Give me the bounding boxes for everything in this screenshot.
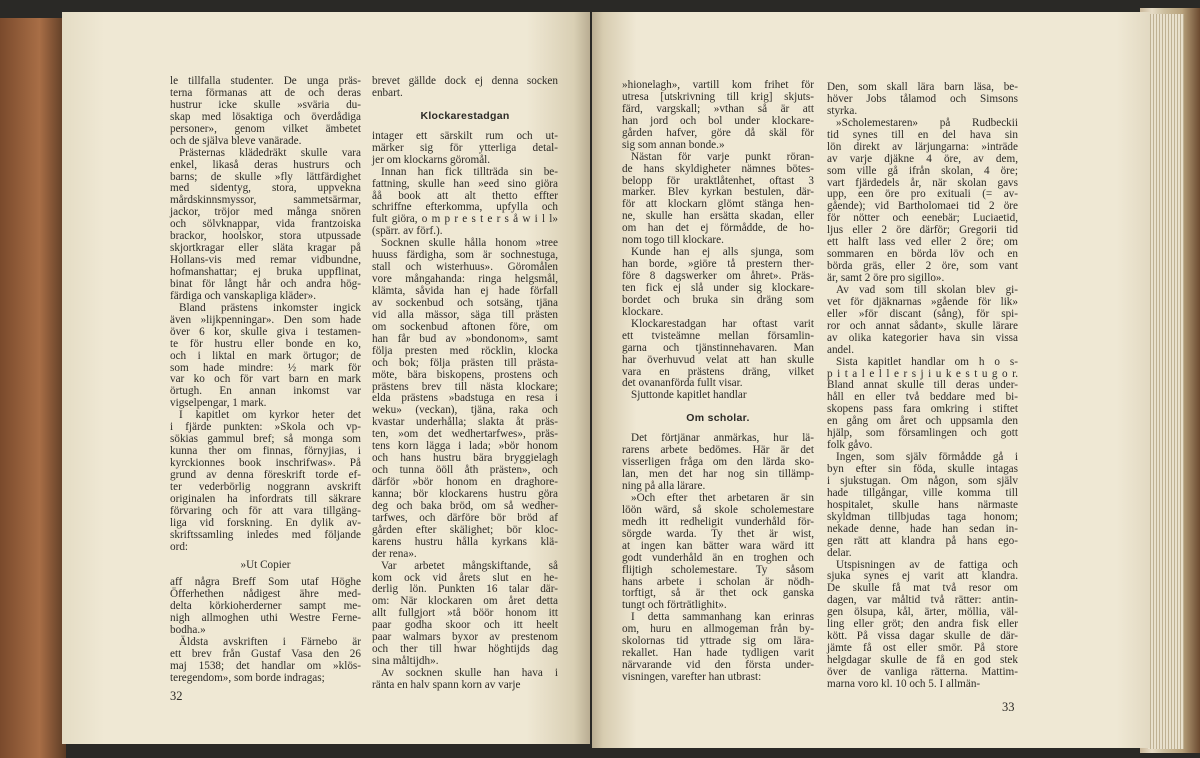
paragraph <box>827 118 1018 285</box>
page-number-left: 32 <box>170 689 183 703</box>
section-heading: Om scholar. <box>686 412 750 425</box>
text-line: nigh allmoghen uthi Westre Ferne- <box>170 612 361 625</box>
text-line: le tillfalla studenter. De unga präs- <box>170 75 361 87</box>
text-line: binat för långt hår och andra hög- <box>170 277 361 290</box>
text-line: »Scholemestaren» på Rudbeckii <box>836 116 1018 129</box>
text-line: belopp för uraktlåtenhet, oftast 3 <box>622 174 814 187</box>
text-line: hjälp, som församlingen och gott <box>827 427 1018 440</box>
text-line: vart fjärdedels år, när skolan gavs <box>827 176 1018 189</box>
paragraph <box>372 167 558 239</box>
text-line: »Och efter thet arbetaren är sin <box>631 491 814 504</box>
text-line: färdiga och vanskapliga kläder». <box>170 289 317 302</box>
text-line: godt vunderhåld än en troghen och <box>622 551 814 564</box>
text-line: styrka. <box>827 104 858 117</box>
text-line: gården efter skälighet; bör kloc- <box>372 523 558 536</box>
text-line: och ther till hwar höghtijds dag <box>372 643 558 656</box>
text-line: om han det ej förmådde, de ho- <box>622 222 814 235</box>
paragraph <box>827 452 1018 559</box>
text-line: visserligen fråga om den lärda sko- <box>622 456 814 469</box>
text-line: tid synes till en del hava sin <box>827 128 1018 141</box>
text-line: bordet och bruka sin dräng som <box>622 293 814 306</box>
text-line: huuss färdigha, som är sochnestuga, <box>372 249 558 262</box>
text-line: Öfferhethen nådigest ähre med- <box>170 588 361 601</box>
text-line: har överhuvud velat att han skulle <box>622 353 814 366</box>
text-line: även »lijkpenningar». Den som hade <box>170 313 361 326</box>
text-line: I detta sammanhang kan erinras <box>631 611 814 624</box>
left-page-column-2 <box>372 76 558 692</box>
text-line: marker. Blev kyrkan bestulen, där- <box>622 186 814 199</box>
text-line: för att klockarn glömt stänga hen- <box>622 198 814 211</box>
text-line: ten, »om det wedhertarfwes», präs- <box>372 428 558 441</box>
text-line: fult giöra, o m p r e s t e r s å w i l l» <box>372 213 558 226</box>
text-line: Klockarestadgan har oftast varit <box>631 317 814 330</box>
paragraph <box>622 390 814 402</box>
text-line: dagen, var måltid två rätter: antin- <box>827 594 1018 607</box>
paragraph <box>372 561 558 668</box>
text-line: skopens pass fara omkring i stiftet <box>827 403 1018 416</box>
text-line: terna förmanas att de och deras <box>170 86 361 99</box>
text-line: rekallet. Han hade tydligen varit <box>622 647 814 660</box>
text-line: folk gåvo. <box>827 439 873 452</box>
text-line: liga vid forskning. En dylik av- <box>170 516 361 529</box>
text-line: schriffne efterkomma, upfylla och <box>372 201 558 214</box>
paragraph <box>372 76 558 100</box>
text-line: garna och tjänstinnehavaren. Man <box>622 341 814 354</box>
text-line: kvastar underhålla; slakta åt präs- <box>372 416 558 429</box>
text-line: enkel, likaså deras hustrurs och <box>170 158 361 171</box>
text-line: sig som annan bonde.» <box>622 138 725 151</box>
text-line: skolornas tid yttrade sig om lära- <box>622 635 814 648</box>
text-line: om, huru en allmogeman från by- <box>622 623 814 636</box>
text-line: över 6 kor, skulle giva i testamen- <box>170 325 361 338</box>
text-line: Bland prästens inkomster ingick <box>179 301 361 314</box>
text-line: skap med lösaktiga och överdådiga <box>170 110 361 123</box>
text-line: helgdagar skulle de få en god stek <box>827 654 1018 666</box>
text-line: Hollans-vis med remar vidbundne, <box>170 254 361 267</box>
text-line: Ingen, som själv förmådde gå i <box>836 451 1018 464</box>
text-line: gen ölsupa, kål, ärter, möllia, väl- <box>827 606 1018 619</box>
paragraph <box>827 82 1018 118</box>
text-line: en gång om året och uppsamla den <box>827 415 1018 428</box>
text-line: Innan han fick tillträda sin be- <box>381 165 558 178</box>
text-line: hade tillgångar, ville komma till <box>827 486 1018 499</box>
paragraph <box>170 148 361 303</box>
text-line: visningen, varefter han utbrast: <box>622 671 762 684</box>
text-line: sommaren en börda löv och en <box>827 248 1018 261</box>
paragraph <box>170 303 361 410</box>
text-line: byn efter sin föda, skulle intagas <box>827 463 1018 475</box>
text-line: kyrckionnes book inschrifwas». På <box>170 457 361 469</box>
text-line: gården hafver, göre då skäl för <box>622 126 814 139</box>
text-line: delta körkioherderner sampt me- <box>170 600 361 613</box>
text-line: hofmanshattar; ej bruka uppflinat, <box>170 266 361 278</box>
text-line: (spärr. av förf.). <box>372 225 443 238</box>
text-line: allt fullgjort »tå böör honom itt <box>372 607 558 620</box>
text-line: Prästernas klädedräkt skulle vara <box>179 146 361 159</box>
text-line: sjuka synes ej varit att klandra. <box>827 570 1018 583</box>
text-line: personer», genom vilket ämbetet <box>170 122 361 135</box>
text-line: kunna ther om finnas, förnyjias, i <box>170 445 361 458</box>
text-line: tarfwes, och därföre bör bröd af <box>372 511 558 524</box>
text-line: jer om klockarns göromål. <box>372 153 491 166</box>
text-line: sökias gammul bref; så monga som <box>170 433 361 446</box>
text-line: at ingen kan bätter wara wärd itt <box>622 539 814 552</box>
text-line: I kapitlet om kyrkor heter det <box>179 409 361 422</box>
text-line: och hans hustru bära bryggielagh <box>372 452 558 465</box>
text-line: paar walmars byxor av prestenom <box>372 631 558 644</box>
text-line: prästens brev till nästa klockare; <box>372 380 558 393</box>
text-line: och bok; följa prästen till prästa- <box>372 356 558 369</box>
text-line: vigselpengar, 1 mark. <box>170 397 267 410</box>
text-line: Av socknen skulle han hava i <box>381 667 558 680</box>
text-line: ett brev från Gustaf Vasa den 26 <box>170 648 361 661</box>
left-page-column-1 <box>170 76 361 685</box>
text-line: det ovananförda fullt visar. <box>622 377 743 390</box>
text-line: över de vanliga rätterna. Mattim- <box>827 665 1018 678</box>
text-line: Äldsta avskriften i Färnebo är <box>179 636 361 649</box>
text-line: Sista kapitlet handlar om h o s- <box>836 355 1018 368</box>
text-line: vara en prästens dräng, vilket <box>622 365 814 378</box>
text-line: lön direkt av lärjungarna: »inträde <box>827 140 1018 153</box>
text-line: utresa [utskrivning till krig] skjuts- <box>622 90 814 103</box>
text-line: mårdskinnsmyssor, sammetsärmar, <box>170 194 361 207</box>
paragraph <box>622 319 814 391</box>
text-line: ror och annat sådant», skulle lärare <box>827 319 1018 332</box>
paragraph <box>170 560 361 572</box>
text-line: klämta, såvida han ej hade förfall <box>372 285 558 298</box>
paragraph <box>372 131 558 167</box>
text-line: skjortkragar eller släta kragar på <box>170 242 361 255</box>
text-line: brackor, hoolskor, stora utpussade <box>170 230 361 243</box>
right-page-column-1 <box>622 80 814 684</box>
text-line: som hade mindre: ½ mark för <box>170 361 361 374</box>
text-line: och tunna ööll åth prästen», och <box>372 464 558 477</box>
text-line: torftigt, så är thet ock ganska <box>622 587 814 600</box>
text-line: kött. På vissa dagar skulle de där- <box>827 630 1018 643</box>
text-line: stall och wisterhuus». Göromålen <box>372 261 558 274</box>
text-line: enbart. <box>372 86 403 99</box>
text-line: han borde, »giöre tå prestern ther- <box>622 258 814 271</box>
text-line: ter vederbörlig noggrann avskrift <box>170 480 361 493</box>
text-line: ne, skulle han ersätta skadan, eller <box>622 210 814 223</box>
text-line: ten fick ej slå under sig klockare- <box>622 281 814 294</box>
text-line: för nötter och eenebär; Luciaetid, <box>827 212 1018 225</box>
text-line: Kunde han ej alls sjunga, som <box>631 246 814 259</box>
text-line: och de själva bleve vanärade. <box>170 134 302 147</box>
text-line: grund av denna föreskrift torde ef- <box>170 468 361 481</box>
text-line: ling eller gröt; den andra fisk eller <box>827 618 1018 631</box>
text-line: derlig lön. Punkten 16 talar där- <box>372 583 558 596</box>
text-line: skyldman tillbjudas taga honom; <box>827 510 1018 523</box>
text-line: märker sig för ytterliga detal- <box>372 141 558 154</box>
text-line: weku» (veckan), tjäna, raka och <box>372 404 558 417</box>
text-line: och i liktal en mark örtugor; de <box>170 349 361 362</box>
right-page-column-2 <box>827 82 1018 691</box>
text-line: nom togo till klockare. <box>622 234 724 247</box>
paragraph <box>827 285 1018 357</box>
paragraph <box>622 493 814 612</box>
text-line: ning på alla lärare. <box>622 480 706 493</box>
text-line: vet för djäknarnas »gående för lik» <box>827 295 1018 308</box>
text-line: eller »för discant (sång), för spi- <box>827 307 1018 320</box>
text-line: ränta en halv spann korn av varje <box>372 678 521 691</box>
text-line: och sölvknappar, vida frantzoiska <box>170 218 361 231</box>
text-line: deg och baka bröd, om så wedher- <box>372 499 558 512</box>
text-line: av sockenbud och sotsäng, tjäna <box>372 296 558 309</box>
text-line: paar godha skoor och itt heelt <box>372 619 558 632</box>
page-number-right: 33 <box>1002 700 1015 714</box>
text-line: av olika kategorier hava sin vissa <box>827 331 1018 344</box>
paragraph <box>622 433 814 493</box>
text-line: »Ut Copier <box>240 558 291 571</box>
text-line: möte, bära biskopens, prostens och <box>372 368 558 381</box>
text-line: barns; de skulle »fly lättfärdighet <box>170 170 361 183</box>
paragraph <box>827 357 1018 453</box>
text-line: Utspisningen av de fattiga och <box>836 558 1018 571</box>
text-line: flijtigh scholemestare. Ty såsom <box>622 563 814 576</box>
text-line: klockare. <box>622 305 664 318</box>
text-line: håll en eller två beddare med bi- <box>827 391 1018 404</box>
text-line: hustrur icke skulle »sväria du- <box>170 98 361 111</box>
text-line: Sjuttonde kapitlet handlar <box>631 389 747 402</box>
book-cover-left <box>0 18 66 758</box>
text-line: aff några Breff Som utaf Höghe <box>170 576 361 589</box>
text-line: därför »bör honom en draghore- <box>372 476 558 489</box>
text-line: karens hustru hålla kyrkans klä- <box>372 535 558 548</box>
text-line: börda gräs, eller 2 öre, som vant <box>827 260 1018 273</box>
text-line: färd, vargskall; »vthan så är att <box>622 102 814 115</box>
text-line: skriftssamling inledes med följande <box>170 528 361 541</box>
text-line: upp, een öre pro exituali (= av- <box>827 188 1018 201</box>
text-line: om: När klockaren om året detta <box>372 595 558 608</box>
left-page <box>62 12 590 744</box>
paragraph <box>622 152 814 248</box>
text-line: om sockenbud aftonen före, om <box>372 320 558 333</box>
text-line: lan, men det har nog sin tillämp- <box>622 468 814 481</box>
text-line: han jord och bol under klockare- <box>622 114 814 127</box>
text-line: tungt och förträtlighit». <box>622 599 727 612</box>
text-line: nekade denne, hade han sedan in- <box>827 522 1018 535</box>
text-line: åå book att alt thetto effter <box>372 189 558 202</box>
paragraph <box>827 560 1018 691</box>
text-line: som ville gå ifrån skolan, 4 öre; <box>827 164 1018 177</box>
text-line: der rena». <box>372 547 417 560</box>
text-line: jackor, tröjor med många snören <box>170 206 361 219</box>
text-line: före 8 dagswerker om åhret». Präs- <box>622 270 814 282</box>
text-line: han får bud av »bondonom», samt <box>372 332 558 345</box>
text-line: sina måltijdh». <box>372 655 439 668</box>
text-line: teregendom», som borde indragas; <box>170 671 325 684</box>
text-line: Nästan för varje punkt röran- <box>631 150 814 163</box>
text-line: originalen ha infordrats till säkrare <box>170 492 361 505</box>
text-line: rarens arbete bedömes. Här är det <box>622 444 814 457</box>
text-line: marna voro kl. 10 och 5. I allmän- <box>827 677 981 690</box>
text-line: delar. <box>827 546 852 559</box>
paragraph <box>170 410 361 553</box>
text-line: ett halft lass ved eller 2 öre; om <box>827 236 1018 249</box>
text-line: jämte få ost eller smör. På store <box>827 642 1018 655</box>
text-line: ett tvisteämne mellan församlin- <box>622 329 814 342</box>
text-line: Var arbetet mångskiftande, så <box>381 559 558 572</box>
text-line: kom ock vid årets slut en he- <box>372 571 558 584</box>
paragraph <box>170 637 361 685</box>
text-line: intager ett särskilt rum och ut- <box>372 129 558 142</box>
text-line: sörgde warda. Ty thet är wist, <box>622 527 814 540</box>
paragraph <box>622 247 814 319</box>
text-line: löön wärd, så skole scholemestare <box>622 503 814 516</box>
paragraph <box>170 76 361 148</box>
text-line: Av vad som till skolan blev gi- <box>836 283 1018 296</box>
text-line: De skulle få mat två resor om <box>827 582 1018 595</box>
text-line: maj 1538; det handlar om »klös- <box>170 660 361 672</box>
paragraph <box>372 668 558 692</box>
paragraph <box>170 577 361 637</box>
text-line: Det förtjänar anmärkas, hur lä- <box>631 432 814 445</box>
text-line: »hionelagh», vartill kom frihet för <box>622 79 814 91</box>
text-line: kanna; bör klockarens hustru göra <box>372 487 558 500</box>
text-line: Socknen skulle hålla honom »tree <box>381 237 558 250</box>
page-edges <box>1148 14 1184 749</box>
text-line: är, samt 2 öre pro sigillo». <box>827 272 945 284</box>
text-line: tens korn lägga i lada; »bör honom <box>372 440 558 453</box>
text-line: brevet gällde dock ej denna socken <box>372 75 558 87</box>
text-line: vid alla mässor, säga till prästen <box>372 308 558 321</box>
text-line: var ko och för vart barn en mark <box>170 373 361 386</box>
section-heading: Klockarestadgan <box>420 109 510 122</box>
text-line: ljus eller 2 öre därför; Gregorii tid <box>827 224 1018 237</box>
text-line: Bland annat skulle till deras under- <box>827 379 1018 392</box>
text-line: förvaring och för att vara tillgäng- <box>170 504 361 517</box>
text-line: p i t a l e l l e r s j i u k e s t u g o r. <box>827 367 1018 380</box>
text-line: vore mångahanda: ringa helgsmål, <box>372 273 558 286</box>
text-line: medh itt redheligit vunderhåld för- <box>622 515 814 528</box>
paragraph <box>372 238 558 560</box>
text-line: de hans skyldigheter nämnes bötes- <box>622 162 814 175</box>
text-line: i sjukstugan. Om någon, som själv <box>827 474 1018 487</box>
text-line: Den, som skall lära barn läsa, be- <box>827 81 1018 93</box>
text-line: örtugh. En annan inkomst var <box>170 385 361 398</box>
text-line: av varje djäkne 4 öre, av dem, <box>827 152 1018 165</box>
text-line: hospitalet, skulle hans närmaste <box>827 498 1018 511</box>
paragraph <box>622 612 814 684</box>
text-line: ord: <box>170 540 189 553</box>
text-line: bodha.» <box>170 624 206 637</box>
text-line: fattning, skulle han »eed sino giöra <box>372 177 558 190</box>
text-line: i fjärde punkten: »Skola och vp- <box>170 421 361 434</box>
text-line: höver Jobs tålamod och Simsons <box>827 92 1018 105</box>
text-line: med sidentyg, stora, uppvekna <box>170 182 361 195</box>
text-line: följa presten med röcklin, klocka <box>372 344 558 357</box>
text-line: gående); vid Bartholomaei tid 2 öre <box>827 200 1018 213</box>
paragraph <box>622 80 814 152</box>
text-line: närvarande vid den första under- <box>622 659 814 672</box>
text-line: elda prästens »badstuga en resa i <box>372 392 558 405</box>
text-line: hans arbete i scholan är nödh- <box>622 575 814 588</box>
text-line: gen rätt att klandra på hans ego- <box>827 534 1018 547</box>
right-page <box>592 12 1150 748</box>
text-line: andel. <box>827 343 855 356</box>
text-line: te för hustru eller bonde en ko, <box>170 337 361 350</box>
